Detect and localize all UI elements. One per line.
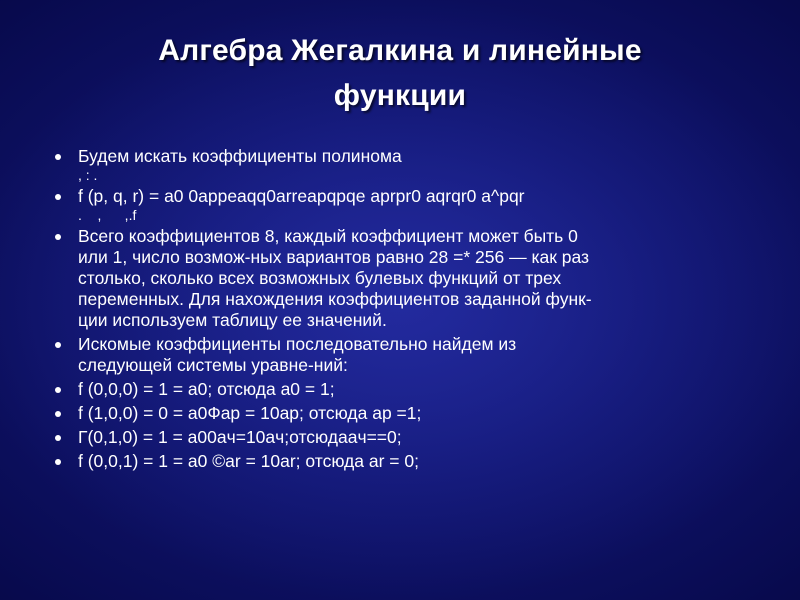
bullet-text: Искомые коэффициенты последовательно найдем из <box>78 334 517 354</box>
bullet-text: Всего коэффициентов 8, каждый коэффициент может быть 0 <box>78 226 578 246</box>
bullet-text: f (0,0,0) = 1 = a0; отсюда a0 = 1; <box>78 379 335 399</box>
slide-title-line: функции <box>333 79 467 112</box>
bullet-text: f (1,0,0) = 0 = a0Фap = 10ap; отсюда ap =1; <box>78 403 422 423</box>
bullet-text: Будем искать коэффициенты полинома <box>78 146 402 166</box>
bullet-text: ции используем таблицу ее значений. <box>78 310 387 330</box>
bullet-item <box>52 226 752 331</box>
bullet-item <box>52 186 752 223</box>
bullet-item <box>52 379 752 400</box>
bullet-item <box>52 334 752 376</box>
bullet-text: столько, сколько всех возможных булевых функций от трех <box>78 268 562 288</box>
bullet-text: или 1, число возмож-ных вариантов равно 28 =* 256 — как раз <box>78 247 590 267</box>
slide-title-line: Алгебра Жегалкина и линейные <box>158 34 642 67</box>
bullet-text: переменных. Для нахождения коэффициентов заданной функ- <box>78 289 592 309</box>
bullet-subtext: , : . <box>78 167 98 183</box>
bullet-subtext: . , ,.f <box>78 207 137 223</box>
bullet-item <box>52 146 752 183</box>
bullet-text: f (0,0,1) = 1 = a0 ©ar = 10ar; отсюда ar = 0; <box>78 451 419 471</box>
bullet-item <box>52 427 752 448</box>
bullet-item <box>52 451 752 472</box>
bullet-text: Г(0,1,0) = 1 = a00aч=10aч;отсюдаaч==0; <box>78 427 402 447</box>
slide-title <box>60 28 740 118</box>
bullet-text: следующей системы уравне-ний: <box>78 355 348 375</box>
bullet-text: f (p, q, r) = a0 0appeaqq0arreapqpqe aprpr0 aqrqr0 a^pqr <box>78 186 525 206</box>
bullet-list <box>52 146 752 475</box>
bullet-item <box>52 403 752 424</box>
